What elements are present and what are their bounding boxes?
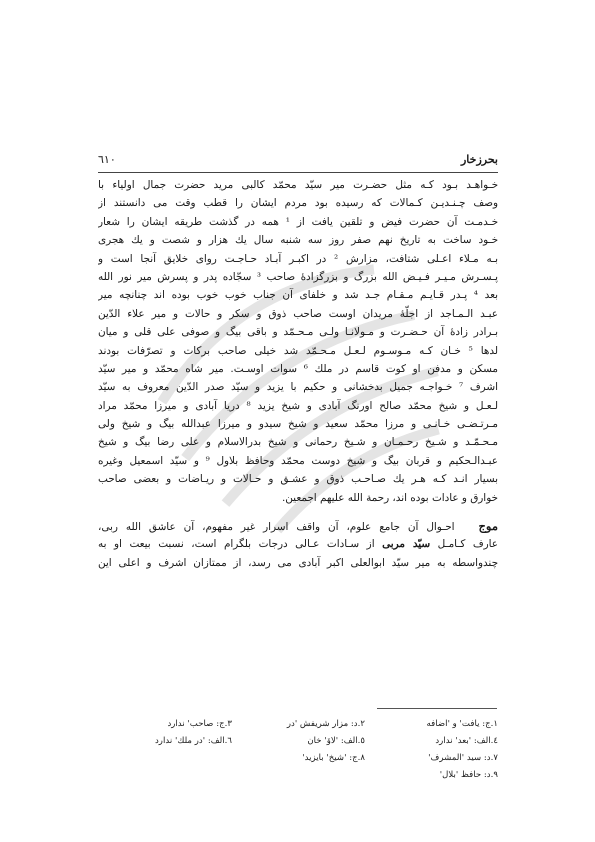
section-second-line (98, 535, 498, 553)
footnote-row (98, 716, 498, 733)
text-line: بـه مـلاء اعـلی شتافت، مزارش ² در اکبـر آبـاد حـاجـت روای خلایق آنجا است و (98, 252, 498, 265)
text-line: لـعـل و شیخ محمّد صالح اورنگ آبادی و شیخ یزید ⁸ دریا آبادی و میرزا محمّد مراد (98, 399, 498, 412)
footnote: ٩.د: حافظ 'بلال' (439, 770, 498, 780)
emphasized-name: سیّد مربی (382, 538, 431, 551)
section-text: احـوال آن جامع علوم، آن واقف اسرار غیر مفهوم، آن عاشق الله ربی، (98, 521, 455, 534)
text-line: پـسـرش مـیـر فـیـض الله بزرگ و بزرگزادهٔ صاحب ³ سجّاده پدر و پسرش میر نور الله (98, 270, 498, 283)
mawj-section (98, 517, 498, 572)
text-line: لدها ⁵ خـان کـه مـوسـوم لـعـل مـحـمّد شد خیلی صاحب برکات و تصرّفات بودند (98, 344, 498, 357)
section-heading: موج (478, 519, 498, 534)
footnote-rule (377, 708, 497, 709)
text-line: مـرتـضـی خـانـی و مرزا محمّد سعید و شیخ سیدو و میرزا عبدالله بیگ و شیخ ولی (98, 418, 498, 431)
footnote-row (98, 750, 498, 767)
text-line: عبـدالـحکیم و قربان بیگ و شیخ دوست محمّد وحافظ بلاول ⁹ و سیّد اسمعیل وغیره (98, 454, 498, 467)
section-text: از سـادات عـالی درجات بلگرام است، نسبت بیعت او به (98, 538, 375, 551)
text-line: وصف چـنـدیـن کـمالات که رسیده بود مردم ایشان را قطب وقت می دانستند از (98, 197, 498, 210)
text-line: خوارق و عادات بوده اند، رحمة الله علیهم اجمعین. (281, 491, 498, 504)
text-line: عبـد الـمـاجد از اجلّهٔ مریدان اوست صاحب ذوق و سکر و حالات و میر علاء الدّین (98, 307, 498, 320)
footnote: ٥.الف: 'لاۆ' خان (307, 736, 365, 746)
text-line: خـدمـت آن حضرت فیض و تلقین یافت از ¹ همه در گذشت طریقه ایشان را شعار (98, 215, 498, 228)
text-line: مسکن و مدفن او کوت قاسم در ملك ⁶ سوات اوسـت. میر شاه محمّد و میر سیّد (98, 362, 498, 375)
text-line: خـود ساخت به تاریخ نهم صفر روز سه شنبه سال یك هزار و شصت و یك هجری (98, 234, 498, 247)
footnote: ۲.د: مزار شریفش 'در (286, 719, 365, 729)
section-text: عارف کـامـل (437, 538, 498, 551)
text-line: بعد ⁴ پـدر قـایـم مـقـام جـد شد و خلفای آن جناب خوب خوب بوده اند چنانچه میر (98, 289, 498, 302)
text-line: اشرف ⁷ خـواجـه جمیل بدخشانی و حکیم با یزید و سیّد صدر الدّین معروف به سیّد (98, 381, 498, 394)
running-header (98, 153, 498, 171)
section-third-line: چندواسطه به میر سیّد ابوالعلی اکبر آبادی می رسد، از ممتازان اشرف و اعلی این (98, 556, 498, 569)
text-line: بـرادر زادهٔ آن حـضـرت و مـولانـا ولـی مـحـمّد و باقی بیگ و صوفی علی قلی و میان (98, 326, 498, 339)
footnote: ٦.الف: 'در ملك' ندارد (154, 736, 232, 746)
text-line: بسیار انـد کـه هـر یك صـاحـب ذوق و عشـق و حـالات و ریـاضات و بعضی صاحب (98, 473, 498, 486)
footnote (232, 767, 365, 784)
main-text (98, 176, 498, 572)
footnote: ٤.الف: 'بعد' ندارد (435, 736, 498, 746)
footnote: ٨.ج: 'شیخ' بایزید' (302, 753, 365, 763)
page-number: ٦١٠ (98, 153, 116, 166)
footnotes (98, 716, 498, 784)
footnote: ۳.ج: صاحب' ندارد (167, 719, 232, 729)
footnote (99, 750, 232, 767)
footnote: ٧.د: سید 'المشرف' (428, 753, 498, 763)
header-rule (98, 172, 498, 173)
footnote-row (98, 767, 498, 784)
footnote (99, 767, 232, 784)
footnote-row (98, 733, 498, 750)
book-title: بحرزخار (460, 153, 498, 166)
section-first-line (98, 517, 498, 535)
footnote: ۱.ج: یافت' و 'اضافه (426, 719, 498, 729)
text-line: مـحـمّـد و شـیخ رحـمـان و شـیخ رحمانی و شیخ بدرالاسلام و علی رضا بیگ و شیخ (98, 436, 498, 449)
text-line: خـواهـد بـود کـه مثل حضـرت میر سیّد محمّد کالبی مرید حضرت جمال اولیاء با (98, 179, 498, 191)
